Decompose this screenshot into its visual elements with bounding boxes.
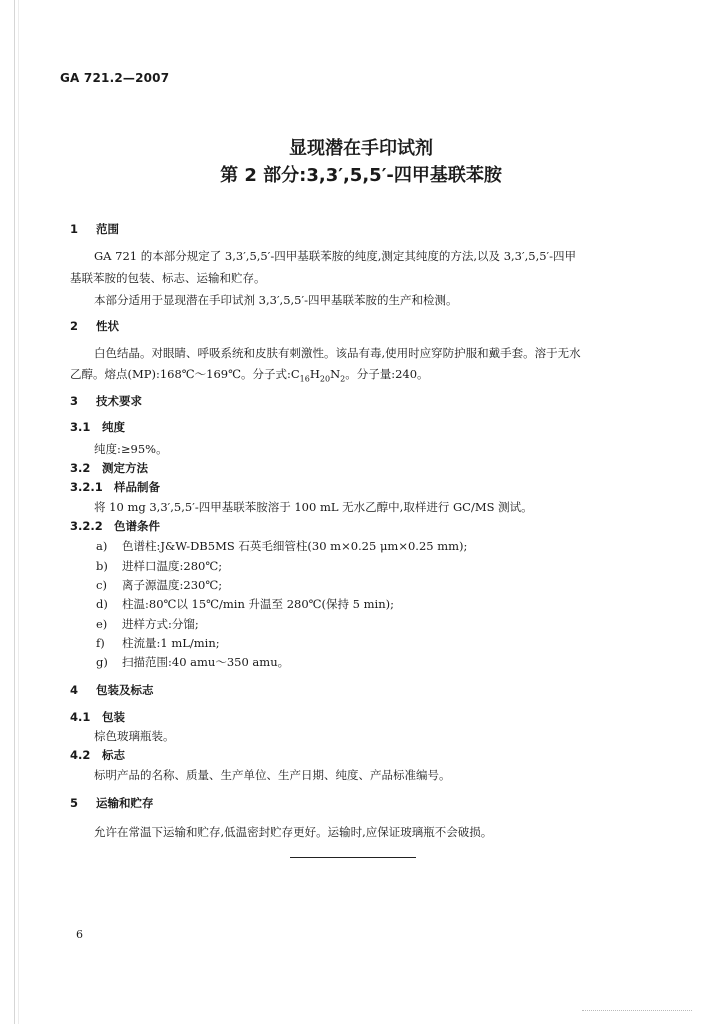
formula-subscript: 16	[299, 374, 310, 384]
list-item-text: 进样方式:分馏;	[122, 617, 199, 631]
section-title: 纯度	[102, 420, 125, 434]
document-subtitle: 第 2 部分:3,3′,5,5′-四甲基联苯胺	[220, 165, 502, 186]
list-item-text: 柱流量:1 mL/min;	[122, 636, 220, 650]
formula-element: N	[330, 367, 341, 381]
paragraph-line: 将 10 mg 3,3′,5,5′-四甲基联苯胺溶于 100 mL 无水乙醇中,取样进行 GC/MS 测试。	[94, 500, 533, 514]
section-3-2-2-heading	[70, 518, 656, 534]
section-4-2-text	[70, 767, 656, 783]
section-4-1-text	[70, 728, 656, 744]
section-1-paragraph-1	[70, 248, 656, 264]
list-item-label: g)	[96, 655, 108, 669]
scan-artifact	[582, 1010, 692, 1012]
section-2-paragraph-cont	[70, 366, 656, 383]
list-item-text: 进样口温度:280℃;	[122, 559, 223, 573]
section-3-heading	[70, 393, 656, 409]
section-title: 性状	[96, 319, 119, 333]
paragraph-line: 本部分适用于显现潜在手印试剂 3,3′,5,5′-四甲基联苯胺的生产和检测。	[94, 293, 458, 307]
list-item-text: 离子源温度:230℃;	[122, 578, 223, 592]
paragraph-line: 允许在常温下运输和贮存,低温密封贮存更好。运输时,应保证玻璃瓶不会破损。	[94, 825, 493, 839]
section-title: 色谱条件	[114, 519, 160, 533]
section-3-1-heading	[70, 419, 656, 435]
end-rule	[290, 857, 416, 858]
document-title: 显现潜在手印试剂	[289, 138, 433, 159]
section-number: 1	[70, 222, 79, 236]
list-item	[96, 596, 394, 612]
list-item-text: 扫描范围:40 amu～350 amu。	[122, 655, 290, 669]
section-title: 标志	[102, 748, 125, 762]
list-item	[96, 558, 222, 574]
section-4-heading	[70, 682, 656, 698]
list-item-text: 色谱柱:J&W-DB5MS 石英毛细管柱(30 m×0.25 μm×0.25 mm);	[122, 539, 468, 553]
section-number: 5	[70, 796, 79, 810]
section-4-2-heading	[70, 747, 656, 763]
paragraph-text: 乙醇。熔点(MP):168℃～169℃。分子式:C	[70, 367, 300, 381]
section-title: 包装及标志	[96, 683, 154, 697]
list-item	[96, 538, 467, 554]
paragraph-line: 白色结晶。对眼睛、呼吸系统和皮肤有刺激性。该品有毒,使用时应穿防护服和戴手套。溶于无水	[94, 346, 581, 360]
list-item-label: e)	[96, 617, 108, 631]
list-item-label: b)	[96, 559, 108, 573]
list-item-text: 柱温:80℃以 15℃/min 升温至 280℃(保持 5 min);	[122, 597, 394, 611]
section-number: 4	[70, 683, 79, 697]
section-title: 范围	[96, 222, 119, 236]
list-item-label: f)	[96, 636, 105, 650]
formula-subscript: 20	[319, 374, 331, 384]
list-item	[96, 654, 289, 670]
section-title: 测定方法	[102, 461, 148, 475]
paragraph-line: GA 721 的本部分规定了 3,3′,5,5′-四甲基联苯胺的纯度,测定其纯度的方法,以及 3,3′,5,5′-四甲	[94, 249, 577, 263]
section-5-text	[70, 824, 656, 840]
section-2-paragraph	[70, 345, 656, 361]
section-1-paragraph-2	[70, 292, 656, 308]
paragraph-line: 基联苯胺的包装、标志、运输和贮存。	[70, 271, 266, 285]
section-number: 4.2	[70, 748, 91, 762]
section-title: 技术要求	[96, 394, 142, 408]
section-5-heading	[70, 795, 656, 811]
list-item-label: d)	[96, 597, 108, 611]
section-title: 运输和贮存	[96, 796, 154, 810]
section-2-heading	[70, 318, 656, 334]
list-item	[96, 635, 220, 651]
section-1-paragraph-1-cont	[70, 270, 656, 286]
section-number: 2	[70, 319, 79, 333]
section-3-1-text	[70, 441, 656, 457]
paragraph-line: 棕色玻璃瓶装。	[94, 729, 175, 743]
section-1-heading	[70, 221, 656, 237]
section-number: 4.1	[70, 710, 91, 724]
page-number: 6	[76, 928, 83, 941]
paragraph-line: 标明产品的名称、质量、生产单位、生产日期、纯度、产品标准编号。	[94, 768, 451, 782]
section-3-2-1-heading	[70, 479, 656, 495]
section-number: 3.2	[70, 461, 91, 475]
formula-element: H	[309, 367, 320, 381]
section-number: 3.1	[70, 420, 91, 434]
list-item-label: c)	[96, 578, 107, 592]
list-item-label: a)	[96, 539, 108, 553]
section-number: 3	[70, 394, 79, 408]
formula-subscript: 2	[340, 374, 346, 384]
list-item	[96, 577, 222, 593]
paragraph-text: 。分子量:240。	[345, 367, 429, 381]
paragraph-line: 纯度:≥95%。	[94, 442, 168, 456]
section-title: 包装	[102, 710, 125, 724]
section-4-1-heading	[70, 709, 656, 725]
document-code: GA 721.2—2007	[60, 71, 170, 85]
section-number: 3.2.1	[70, 480, 103, 494]
section-number: 3.2.2	[70, 519, 103, 533]
section-3-2-heading	[70, 460, 656, 476]
section-3-2-1-text	[70, 499, 656, 515]
section-title: 样品制备	[114, 480, 160, 494]
list-item	[96, 616, 199, 632]
